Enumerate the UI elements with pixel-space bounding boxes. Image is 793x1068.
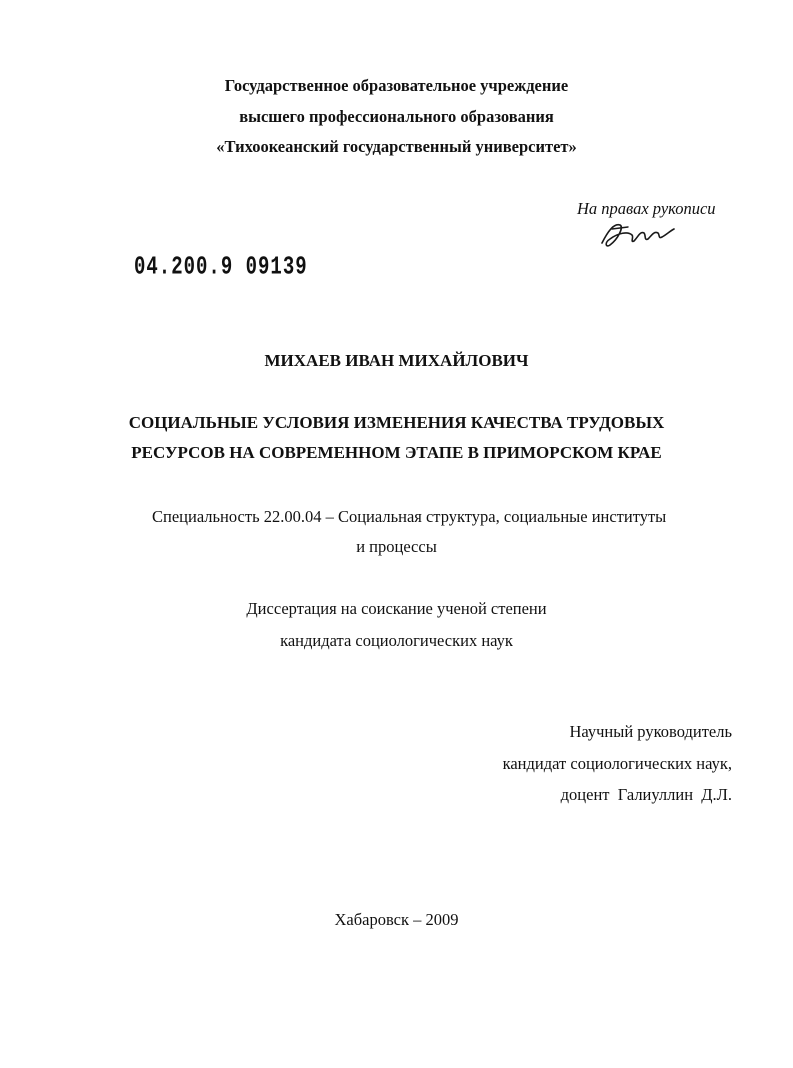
signature-icon [598, 217, 676, 251]
author-name: МИХАЕВ ИВАН МИХАЙЛОВИЧ [264, 351, 529, 370]
specialty-line-2: и процессы [356, 537, 437, 556]
supervisor-line-2: кандидат социологических наук, [502, 754, 732, 773]
degree-line-2: кандидата социологических наук [280, 631, 513, 650]
supervisor-line-1: Научный руководитель [569, 722, 732, 741]
specialty-line-1: Специальность 22.00.04 – Социальная структура, социальные институты [152, 507, 667, 526]
institution-line-1: Государственное образовательное учреждение [224, 76, 569, 95]
institution-line-2: высшего профессионального образования [239, 107, 554, 126]
institution-line-3: «Тихоокеанский государственный университет» [216, 137, 577, 156]
supervisor-line-3: доцент Галиуллин Д.Л. [560, 785, 732, 804]
place-year: Хабаровск – 2009 [334, 910, 459, 929]
manuscript-note: На правах рукописи [577, 199, 716, 218]
title-line-2: РЕСУРСОВ НА СОВРЕМЕННОМ ЭТАПЕ В ПРИМОРСКОМ КРАЕ [131, 443, 662, 462]
degree-line-1: Диссертация на соискание ученой степени [246, 599, 547, 618]
title-line-1: СОЦИАЛЬНЫЕ УСЛОВИЯ ИЗМЕНЕНИЯ КАЧЕСТВА ТРУДОВЫХ [128, 413, 665, 432]
catalog-number: 04.200.9 09139 [134, 252, 308, 282]
